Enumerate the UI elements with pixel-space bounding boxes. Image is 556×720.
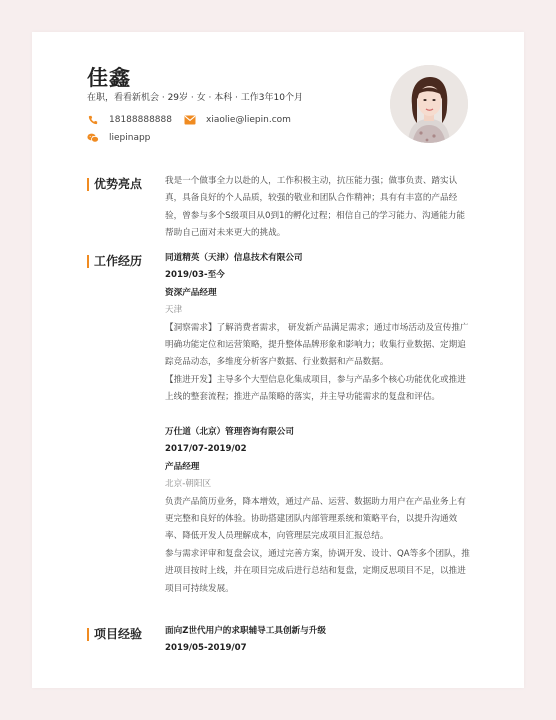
job-location: 北京-朝阳区 [165, 479, 212, 490]
job-role: 产品经理 [165, 461, 200, 472]
phone-icon [87, 115, 99, 125]
phone-number: 18188888888 [109, 115, 172, 125]
job-company: 万仕道（北京）管理咨询有限公司 [165, 427, 294, 437]
resume-card [32, 32, 524, 688]
wechat-contact[interactable] [87, 133, 150, 143]
projects-section-title: 项目经验 [87, 628, 142, 641]
candidate-summary-line: 在职，看看新机会 · 29岁 · 女 · 本科 · 工作3年10个月 [87, 93, 303, 103]
job-entry-2 [165, 424, 471, 598]
strengths-paragraph: 我是一个做事全力以赴的人，工作积极主动，抗压能力强；做事负责、踏实认真，具备良好的个人品质，较强的敬业和团队合作精神；具有有丰富的产品经验，曾参与多个S级项目从0到1的孵化过程；相信自己的学习能力、沟通能力能帮助自己面对未来更大的挑战。 [165, 176, 465, 239]
project-entry [165, 623, 471, 658]
job-description: 【洞察需求】了解消费者需求， 研发新产品满足需求；通过市场活动及宣传推广明确功能定位和运营策略，提升整体品牌形象和影响力；收集行业数据、定期追踪竞品动态，多维度分析客户数据、行业数据和产品数据。 [165, 322, 469, 368]
job-company: 同道精英（天津）信息技术有限公司 [165, 253, 303, 263]
avatar [390, 65, 468, 143]
mail-icon [184, 115, 196, 125]
email-contact[interactable] [184, 115, 291, 125]
project-name: 面向Z世代用户的求职辅导工具创新与升级 [165, 626, 326, 636]
project-period: 2019/05-2019/07 [165, 643, 247, 654]
email-address: xiaolie@liepin.com [206, 115, 291, 125]
job-description: 【推进开发】主导多个大型信息化集成项目，参与产品多个核心功能优化或推进上线的整套流程；推进产品策略的落实，并主导功能需求的复盘和评估。 [165, 374, 466, 403]
work-section-title: 工作经历 [87, 255, 142, 268]
wechat-icon [87, 133, 99, 143]
job-period: 2017/07-2019/02 [165, 444, 247, 455]
job-role: 资深产品经理 [165, 287, 217, 298]
strengths-section-title: 优势亮点 [87, 178, 142, 191]
job-description: 参与需求评审和复盘会议，通过完善方案，协调开发、设计、QA等多个团队，推进项目按时上线，并在项目完成后进行总结和复盘，定期反思项目不足，以推进项目可持续发展。 [165, 548, 470, 594]
job-period: 2019/03-至今 [165, 270, 225, 281]
strengths-text [165, 173, 471, 243]
job-description: 负责产品简历业务，降本增效，通过产品、运营、数据助力用户在产品业务上有更完整和良好的体验。协助搭建团队内部管理系统和策略平台，以提升沟通效率、降低开发人员理解成本，向管理层完成项目汇报总结。 [165, 496, 466, 542]
job-entry-1 [165, 250, 471, 407]
candidate-name: 佳鑫 [87, 66, 131, 90]
job-location: 天津 [165, 305, 183, 316]
wechat-id: liepinapp [109, 133, 151, 143]
phone-contact[interactable] [87, 115, 172, 125]
